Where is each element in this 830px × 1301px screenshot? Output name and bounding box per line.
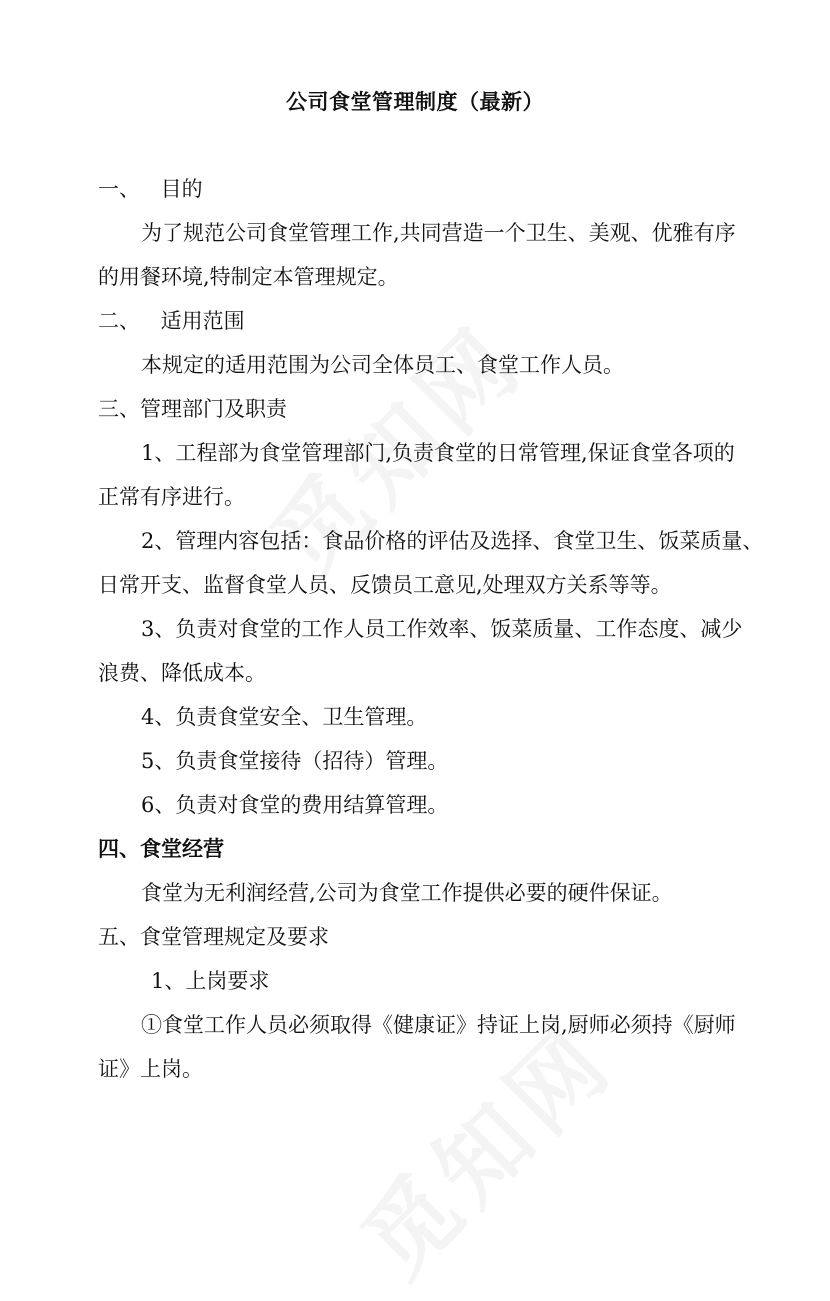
list-item-line: 3、负责对食堂的工作人员工作效率、饭菜质量、工作态度、减少: [141, 617, 743, 641]
list-item-line: 1、工程部为食堂管理部门,负责食堂的日常管理,保证食堂各项的: [141, 441, 735, 465]
list-item-line: 浪费、降低成本。: [98, 661, 266, 685]
paragraph-line: 为了规范公司食堂管理工作,共同营造一个卫生、美观、优雅有序: [141, 221, 736, 245]
list-item-line: 4、负责食堂安全、卫生管理。: [141, 705, 428, 729]
section-heading-scope: 二、 适用范围: [98, 309, 245, 333]
list-item-line: 6、负责对食堂的费用结算管理。: [141, 793, 449, 817]
subsection-heading: 1、上岗要求: [151, 969, 270, 993]
document-title: 公司食堂管理制度（最新）: [286, 89, 544, 114]
section-heading-operation: 四、食堂经营: [98, 836, 224, 861]
paragraph-line: 食堂为无利润经营,公司为食堂工作提供必要的硬件保证。: [141, 881, 673, 905]
list-item-line: 日常开支、监督食堂人员、反馈员工意见,处理双方关系等等。: [98, 573, 672, 597]
list-item-line: 正常有序进行。: [98, 485, 245, 509]
paragraph-line: ①食堂工作人员必须取得《健康证》持证上岗,厨师必须持《厨师: [141, 1013, 736, 1037]
paragraph-line: 本规定的适用范围为公司全体员工、食堂工作人员。: [141, 353, 624, 377]
section-heading-rules: 五、食堂管理规定及要求: [98, 925, 329, 949]
paragraph-line: 的用餐环境,特制定本管理规定。: [98, 265, 399, 289]
list-item-line: 5、负责食堂接待（招待）管理。: [141, 749, 449, 773]
paragraph-line: 证》上岗。: [98, 1057, 203, 1081]
section-heading-purpose: 一、 目的: [98, 177, 203, 201]
list-item-line: 2、管理内容包括：食品价格的评估及选择、食堂卫生、饭菜质量、: [141, 529, 764, 553]
section-heading-department: 三、管理部门及职责: [98, 397, 287, 421]
